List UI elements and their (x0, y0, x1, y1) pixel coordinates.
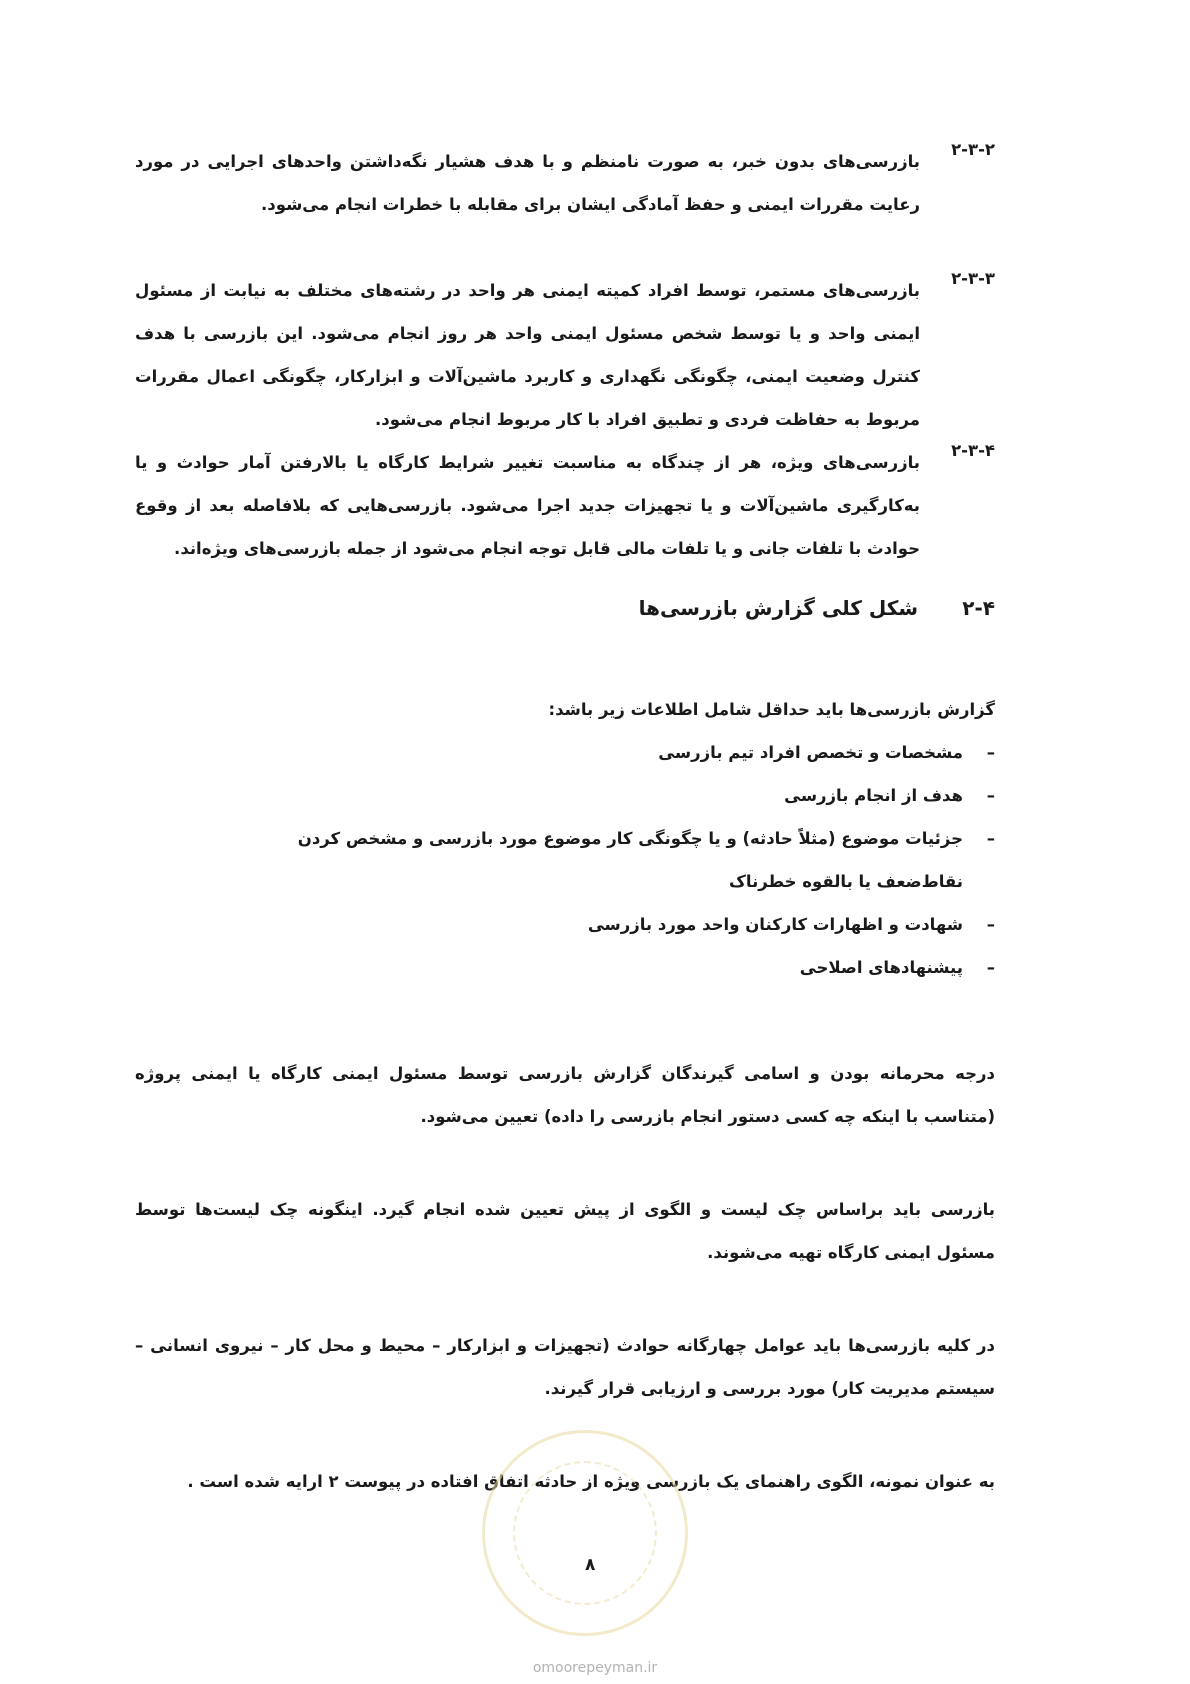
list-item (135, 731, 995, 774)
paragraph: درجه محرمانه بودن و اسامی گیرندگان گزارش بازرسی توسط مسئول ایمنی کارگاه یا ایمنی پروژه (متناسب با اینکه چه کسی دستور انجام بازرسی را داده) تعیین می‌شود. (135, 1064, 995, 1126)
list-item (135, 269, 995, 441)
section-number: ۲-۴ (962, 596, 995, 620)
list-item (135, 946, 995, 989)
item-text: بازرسی‌های بدون خبر، به صورت نامنظم و با هدف هشیار نگه‌داشتن واحدهای اجرایی در مورد رعایت مقررات ایمنی و حفظ آمادگی ایشان برای مقابله با خطرات انجام می‌شود. (135, 152, 920, 214)
bullet-dash: – (986, 786, 995, 805)
bullet-dash: – (986, 743, 995, 762)
footer-website: omoorepeyman.ir (532, 1660, 658, 1676)
list-item-text: مشخصات و تخصص افراد تیم بازرسی (658, 743, 963, 762)
list-item-text: پیشنهادهای اصلاحی (799, 958, 963, 977)
section-title: شکل کلی گزارش بازرسی‌ها (638, 596, 919, 620)
paragraph: بازرسی باید براساس چک لیست و الگوی از پیش تعیین شده انجام گیرد. اینگونه چک لیست‌ها توسط مسئول ایمنی کارگاه تهیه می‌شوند. (135, 1200, 995, 1262)
list-item (135, 903, 995, 946)
bullet-dash: – (986, 829, 995, 848)
report-items-list (135, 731, 995, 989)
bullet-dash: – (986, 915, 995, 934)
seal-ring (513, 1461, 657, 1605)
paragraph: در کلیه بازرسی‌ها باید عوامل چهارگانه حوادث (تجهیزات و ابزارکار – محیط و محل کار – نیروی انسانی – سیستم مدیریت کار) مورد بررسی و ارزیابی قرار گیرند. (135, 1336, 995, 1398)
list-item-text: هدف از انجام بازرسی (784, 786, 963, 805)
list-item-text: شهادت و اظهارات کارکنان واحد مورد بازرسی (587, 915, 963, 934)
item-number: ۲-۳-۳ (951, 269, 995, 288)
list-item (135, 817, 995, 903)
list-item-text: جزئیات موضوع (مثلاً حادثه) و یا چگونگی کار موضوع مورد بازرسی و مشخص کردن نقاط‌ضعف یا بالقوه خطرناک (297, 829, 963, 891)
bullet-dash: – (986, 958, 995, 977)
list-item (135, 441, 995, 570)
item-number: ۲-۳-۴ (951, 441, 995, 460)
report-intro: گزارش بازرسی‌ها باید حداقل شامل اطلاعات زیر باشد: (548, 700, 995, 719)
watermark-seal (482, 1430, 688, 1636)
list-item (135, 140, 995, 269)
item-text: بازرسی‌های ویژه، هر از چندگاه به مناسبت تغییر شرایط کارگاه یا بالارفتن آمار حوادث و یا به‌کارگیری ماشین‌آلات و یا تجهیزات جدید اجرا می‌شود. بازرسی‌هایی که بلافاصله بعد از وقوع حوادث با تلفات جانی و یا تلفات مالی قابل توجه انجام می‌شود از جمله بازرسی‌های ویژه‌اند. (135, 453, 920, 558)
report-requirements (135, 688, 995, 989)
page-number: ۸ (585, 1555, 596, 1575)
item-text: بازرسی‌های مستمر، توسط افراد کمیته ایمنی هر واحد در رشته‌های مختلف به نیابت از مسئول ایمنی واحد و یا توسط شخص مسئول ایمنی واحد هر روز انجام می‌شود. این بازرسی با هدف کنترل وضعیت ایمنی، چگونگی نگهداری و کاربرد ماشین‌آلات و ابزارکار، چگونگی اعمال مقررات مربوط به حفاظت فردی و تطبیق افراد با کار مربوط انجام می‌شود. (135, 281, 920, 429)
inspection-types-list (135, 140, 995, 570)
item-number: ۲-۳-۲ (951, 140, 995, 159)
paragraph: به عنوان نمونه، الگوی راهنمای یک بازرسی ویژه از حادثه اتفاق افتاده در پیوست ۲ ارایه شده است . (187, 1472, 995, 1491)
list-item (135, 774, 995, 817)
section-heading (639, 596, 995, 620)
